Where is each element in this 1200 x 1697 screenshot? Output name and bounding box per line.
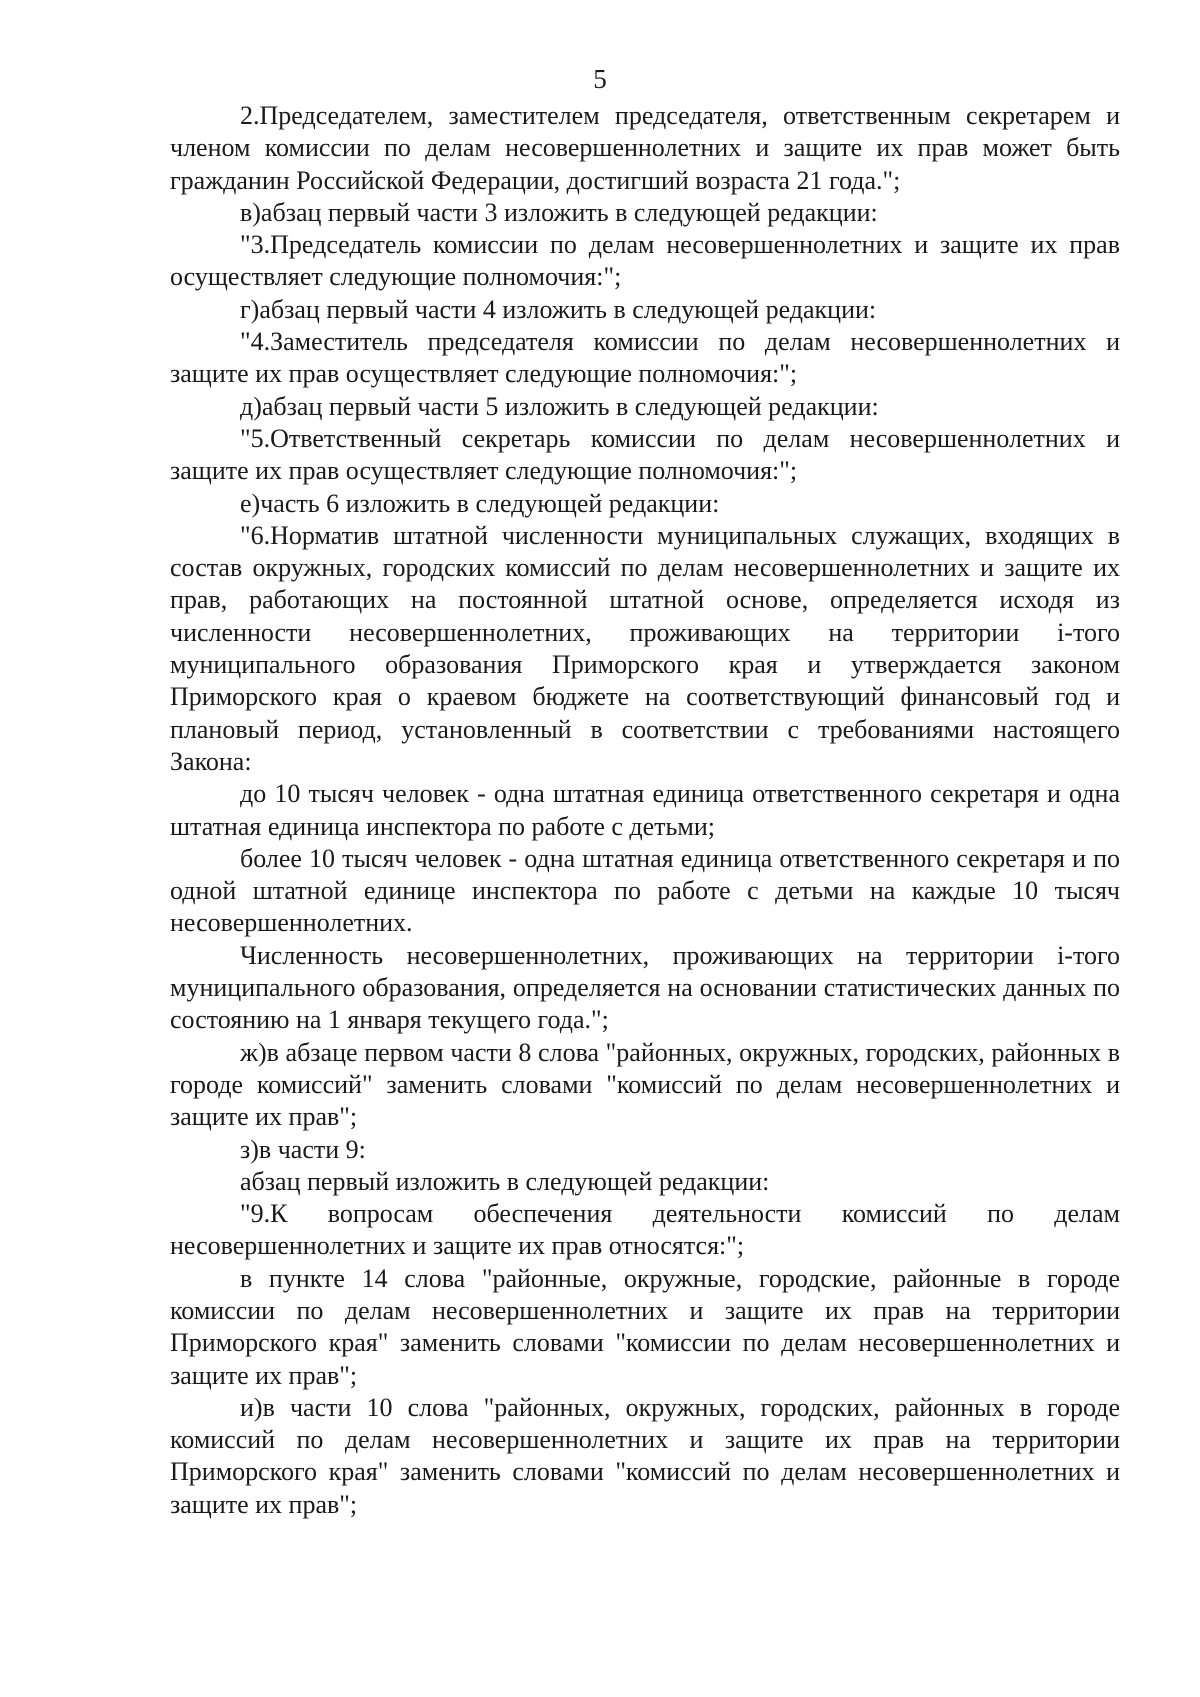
paragraph: д)абзац первый части 5 изложить в следующей редакции:: [240, 391, 879, 421]
paragraph: г)абзац первый части 4 изложить в следующей редакции:: [240, 294, 877, 324]
paragraph: абзац первый изложить в следующей редакции:: [240, 1166, 770, 1196]
paragraph: до 10 тысяч человек - одна штатная единица ответственного секретаря и одна штатная единица инспектора по работе с детьми;: [170, 779, 1120, 841]
paragraph: Численность несовершеннолетних, проживающих на территории i-того муниципального образования, определяется на основании статистических данных по состоянию на 1 января текущего года.";: [170, 940, 1120, 1035]
paragraph: 2.Председателем, заместителем председателя, ответственным секретарем и членом комиссии по делам несовершеннолетних и защите их прав может быть гражданин Российской Федерации, достигший возраста 21 года.";: [170, 101, 1120, 195]
document-body: [170, 100, 1120, 1521]
paragraph: "3.Председатель комиссии по делам несовершеннолетних и защите их прав осуществляет следующие полномочия:";: [170, 230, 1120, 292]
paragraph: "4.Заместитель председателя комиссии по делам несовершеннолетних и защите их прав осуществляет следующие полномочия:";: [170, 327, 1120, 389]
paragraph: ж)в абзаце первом части 8 слова "районных, окружных, городских, районных в городе комиссий" заменить словами "комиссий по делам несовершеннолетних и защите их прав";: [170, 1037, 1120, 1132]
paragraph: в пункте 14 слова "районные, окружные, городские, районные в городе комиссии по делам несовершеннолетних и защите их прав на территории Приморского края" заменить словами "комиссии по делам несовершеннолетних и защите их прав";: [170, 1263, 1120, 1390]
paragraph: е)часть 6 изложить в следующей редакции:: [240, 488, 720, 518]
paragraph: "5.Ответственный секретарь комиссии по делам несовершеннолетних и защите их прав осуществляет следующие полномочия:";: [170, 423, 1120, 486]
paragraph: более 10 тысяч человек - одна штатная единица ответственного секретаря и по одной штатной единице инспектора по работе с детьми на каждые 10 тысяч несовершеннолетних.: [170, 843, 1120, 938]
paragraph: в)абзац первый части 3 изложить в следующей редакции:: [240, 197, 878, 227]
paragraph: "6.Норматив штатной численности муниципальных служащих, входящих в состав окружных, городских комиссий по делам несовершеннолетних и защите их прав, работающих на постоянной штатной основе, определяется исходя из численности несовершеннолетних, проживающих на территории i-того муниципального образования Приморского края и утверждается законом Приморского края о краевом бюджете на соответствующий финансовый год и плановый период, установленный в соответствии с требованиями настоящего Закона:: [170, 520, 1120, 776]
paragraph: "9.К вопросам обеспечения деятельности комиссий по делам несовершеннолетних и защите их прав относятся:";: [170, 1199, 1120, 1261]
paragraph: з)в части 9:: [240, 1134, 366, 1164]
page-number: 5: [593, 64, 607, 94]
paragraph: и)в части 10 слова "районных, окружных, городских, районных в городе комиссий по делам несовершеннолетних и защите их прав на территории Приморского края" заменить словами "комиссий по делам несовершеннолетних и защите их прав";: [170, 1392, 1120, 1519]
